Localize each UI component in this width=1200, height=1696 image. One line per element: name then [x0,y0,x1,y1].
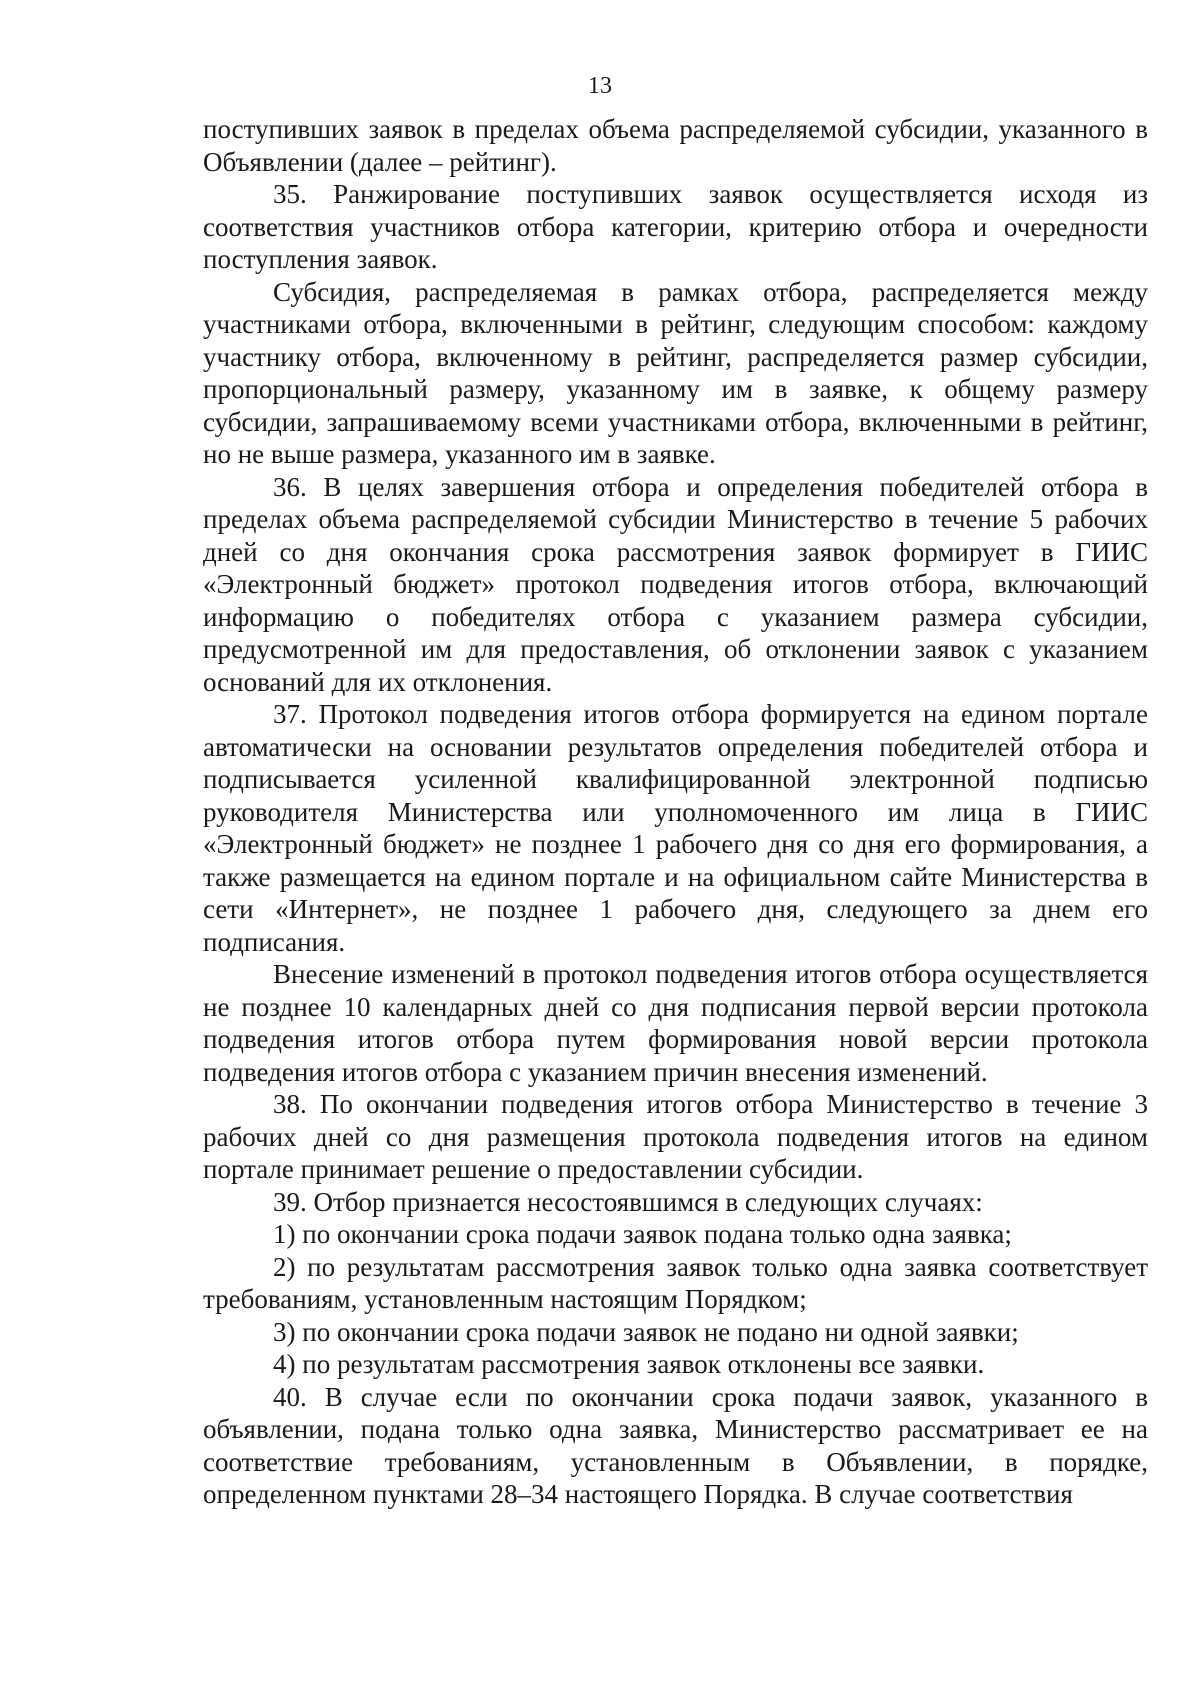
paragraph-39-item-2: 2) по результатам рассмотрения заявок только одна заявка соответствует требованиям, установленным настоящим Порядком; [203,1251,1148,1314]
paragraph-36: 36. В целях завершения отбора и определения победителей отбора в пределах объема распределяемой субсидии Министерство в течение 5 рабочих дней со дня окончания срока рассмотрения заявок формирует в ГИИС «Электронный бюджет» протокол подведения итогов отбора, включающий информацию о победителях отбора с указанием размера субсидии, предусмотренной им для предоставления, об отклонении заявок с указанием оснований для их отклонения. [203,471,1148,697]
paragraph-39-item-4: 4) по результатам рассмотрения заявок отклонены все заявки. [273,1349,985,1379]
paragraph-continuation: поступивших заявок в пределах объема распределяемой субсидии, указанного в Объявлении (далее – рейтинг). [203,114,1148,177]
paragraph-39-item-1: 1) по окончании срока подачи заявок подана только одна заявка; [273,1219,1012,1249]
paragraph-39: 39. Отбор признается несостоявшимся в следующих случаях: [273,1186,983,1217]
paragraph-40: 40. В случае если по окончании срока подачи заявок, указанного в объявлении, подана только одна заявка, Министерство рассматривает ее на соответствие требованиям, установленным в Объявлении, в порядке, определенном пунктами 28–34 настоящего Порядка. В случае соответствия [203,1381,1148,1509]
paragraph-35: 35. Ранжирование поступивших заявок осуществляется исходя из соответствия участников отбора категории, критерию отбора и очередности поступления заявок. [203,179,1148,274]
paragraph-38: 38. По окончании подведения итогов отбора Министерство в течение 3 рабочих дней со дня размещения протокола подведения итогов на едином портале принимает решение о предоставлении субсидии. [203,1089,1148,1184]
page-number: 13 [588,73,612,99]
document-body [203,113,1148,1511]
paragraph-35-subsidy-distribution: Субсидия, распределяемая в рамках отбора, распределяется между участниками отбора, включенными в рейтинг, следующим способом: каждому участнику отбора, включенному в рейтинг, распределяется размер субсидии, пропорциональный размеру, указанному им в заявке, к общему размеру субсидии, запрашиваемому всеми участниками отбора, включенными в рейтинг, но не выше размера, указанного им в заявке. [203,276,1148,469]
paragraph-39-item-3: 3) по окончании срока подачи заявок не подано ни одной заявки; [273,1316,1019,1347]
paragraph-37-amendments: Внесение изменений в протокол подведения итогов отбора осуществляется не позднее 10 календарных дней со дня подписания первой версии протокола подведения итогов отбора путем формирования новой версии протокола подведения итогов отбора с указанием причин внесения изменений. [203,959,1148,1087]
paragraph-37: 37. Протокол подведения итогов отбора формируется на едином портале автоматически на основании результатов определения победителей отбора и подписывается усиленной квалифицированной электронной подписью руководителя Министерства или уполномоченного им лица в ГИИС «Электронный бюджет» не позднее 1 рабочего дня со дня его формирования, а также размещается на едином портале и на официальном сайте Министерства в сети «Интернет», не позднее 1 рабочего дня, следующего за днем его подписания. [203,699,1148,957]
